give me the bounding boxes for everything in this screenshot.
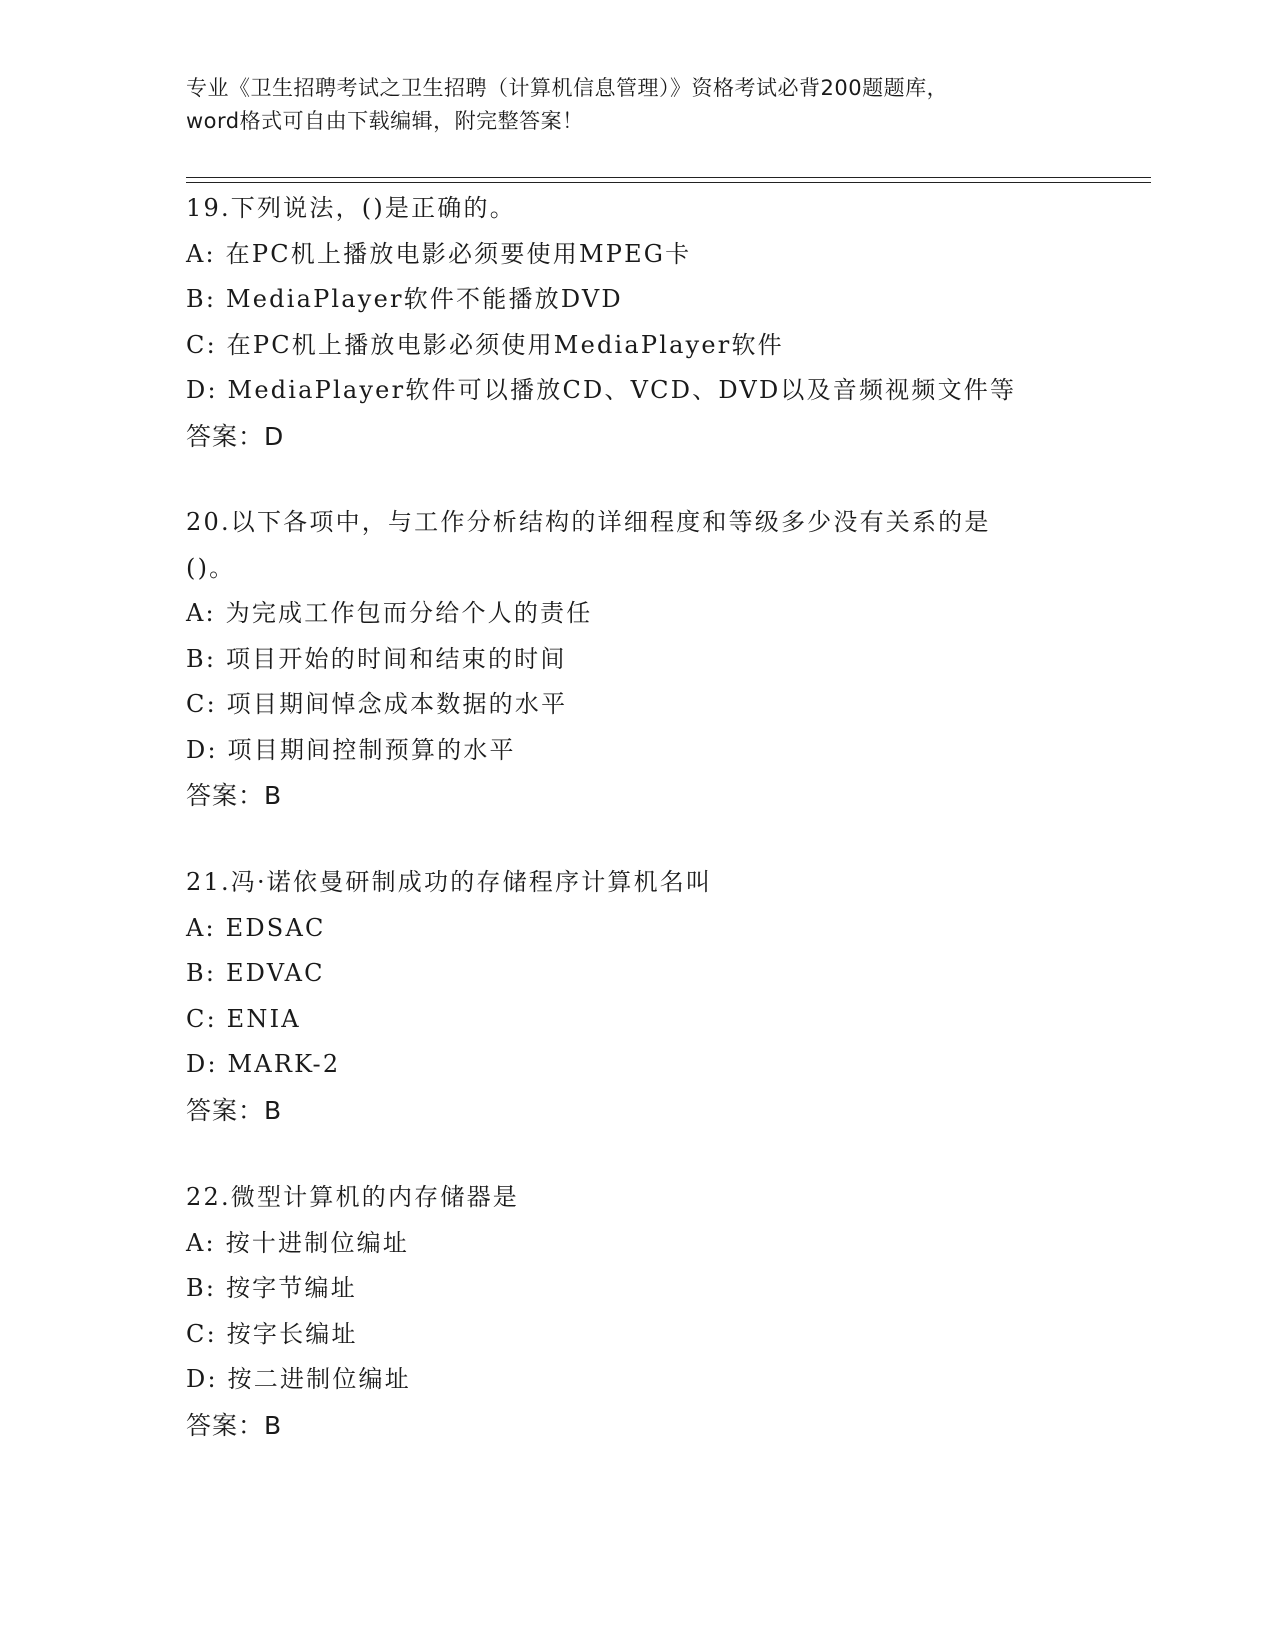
answer-label: 答案：B — [186, 1410, 283, 1440]
answer-label: 答案：D — [186, 421, 285, 451]
document-header — [186, 72, 1086, 138]
option-d: D: 项目期间控制预算的水平 — [186, 735, 516, 764]
question-stem: 19.下列说法，()是正确的。 — [186, 194, 516, 222]
question-21 — [186, 860, 1086, 1133]
header-line-2: word格式可自由下载编辑，附完整答案！ — [186, 109, 584, 133]
option-b: B: MediaPlayer软件不能播放DVD — [186, 285, 623, 313]
question-stem: 22.微型计算机的内存储器是 — [186, 1183, 519, 1211]
answer-label: 答案：B — [186, 781, 283, 810]
question-stem-continued: ()。 — [186, 553, 236, 582]
header-line-1: 专业《卫生招聘考试之卫生招聘（计算机信息管理）》资格考试必背200题题库， — [186, 76, 949, 100]
question-stem: 20.以下各项中，与工作分析结构的详细程度和等级多少没有关系的是 — [186, 508, 991, 536]
option-b: B: 按字节编址 — [186, 1274, 357, 1302]
option-b: B: 项目开始的时间和结束的时间 — [186, 644, 567, 673]
option-a: A: 在PC机上播放电影必须要使用MPEG卡 — [186, 239, 692, 268]
option-a: A: 按十进制位编址 — [186, 1228, 410, 1257]
option-a: A: 为完成工作包而分给个人的责任 — [186, 599, 593, 627]
option-c: C: 按字长编址 — [186, 1319, 358, 1348]
header-divider-top — [186, 177, 1151, 178]
option-d: D: MediaPlayer软件可以播放CD、VCD、DVD以及音频视频文件等 — [186, 376, 1017, 404]
question-19 — [186, 186, 1086, 459]
option-d: D: 按二进制位编址 — [186, 1365, 411, 1393]
option-c: C: 项目期间悼念成本数据的水平 — [186, 690, 568, 718]
option-a: A: EDSAC — [186, 913, 326, 942]
option-d: D: MARK-2 — [186, 1050, 341, 1078]
answer-label: 答案：B — [186, 1095, 283, 1125]
question-stem: 21.冯·诺依曼研制成功的存储程序计算机名叫 — [186, 868, 713, 896]
question-20 — [186, 500, 1086, 819]
option-b: B: EDVAC — [186, 959, 325, 987]
option-c: C: 在PC机上播放电影必须使用MediaPlayer软件 — [186, 330, 784, 359]
header-divider-bottom — [186, 182, 1151, 183]
option-c: C: ENIA — [186, 1004, 301, 1033]
question-22 — [186, 1175, 1086, 1448]
